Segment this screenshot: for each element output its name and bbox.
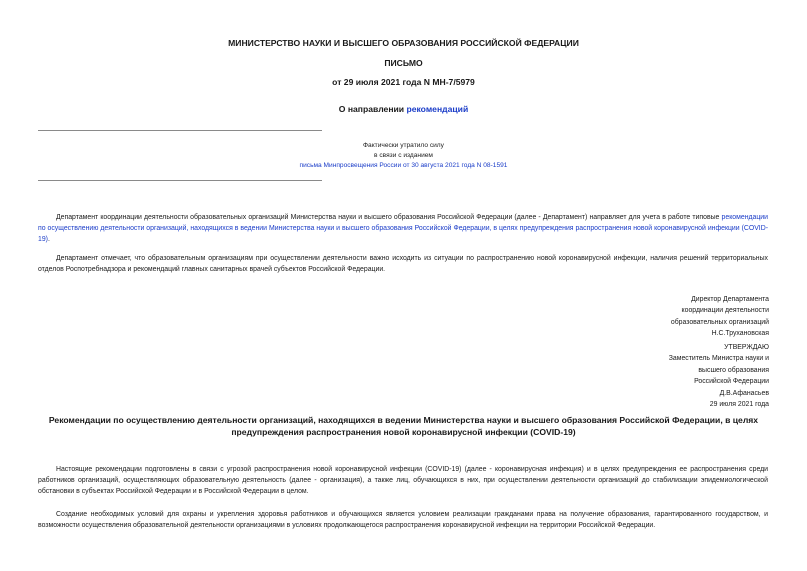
paragraph-1-end: . xyxy=(47,236,50,243)
status-note-line1: Фактически утратило силу xyxy=(363,142,444,149)
subject-prefix: О направлении xyxy=(338,104,407,114)
document-type: ПИСЬМО xyxy=(384,58,423,68)
approval-name: Д.В.Афанасьев xyxy=(719,389,769,397)
paragraph-2 xyxy=(38,253,768,275)
approval-line1: УТВЕРЖДАЮ xyxy=(724,344,769,351)
recommendations-paragraph-1 xyxy=(38,464,768,497)
signature-line3: образовательных организаций xyxy=(670,318,769,326)
approval-date: 29 июля 2021 года xyxy=(709,401,769,409)
document-date-number: от 29 июля 2021 года N МН-7/5979 xyxy=(332,77,475,87)
recommendations-paragraph-2 xyxy=(38,509,768,531)
approval-block xyxy=(669,342,769,410)
paragraph-1 xyxy=(38,212,768,245)
signature-line2: координации деятельности xyxy=(681,307,769,315)
recommendations-link[interactable]: рекомендации по осуществлению деятельности организаций, находящихся в ведении Министерства науки и высшего образования Российской Федерации, в целях предупреждения распространения новой коронавирусной инфекции (COVID-19) xyxy=(38,214,768,243)
status-note-line2: в связи с изданием xyxy=(374,152,433,159)
divider-bottom xyxy=(38,180,322,181)
signature-block xyxy=(671,294,769,340)
approval-line2: Заместитель Министра науки и xyxy=(668,355,769,363)
paragraph-1-text: Департамент координации деятельности образовательных организаций Министерства науки и высшего образования Российской Федерации (далее - Департамент) направляет для учета в работе типовые xyxy=(56,214,722,221)
approval-line3: высшего образования xyxy=(698,366,769,374)
recommendations-paragraph-1-text: Настоящие рекомендации подготовлены в связи с угрозой распространения новой коронавирусной инфекции (COVID-19) (далее - коронавирусная инфекция) и в целях предупреждения ее распространения среди работников организаций, осуществляющих образовательную деятельность (далее - организация), а также лиц, обучающихся в них, при осуществлении деятельности организаций до стабилизации эпидемиологической обстановки в субъектах Российской Федерации и в Российской Федерации в целом. xyxy=(38,466,768,495)
status-note xyxy=(0,141,807,171)
divider-top xyxy=(38,130,322,131)
subject-recommendations-link[interactable]: рекомендаций xyxy=(406,104,469,114)
signature-line1: Директор Департамента xyxy=(691,296,769,303)
approval-line4: Российской Федерации xyxy=(694,378,769,386)
ministry-heading: МИНИСТЕРСТВО НАУКИ И ВЫСШЕГО ОБРАЗОВАНИЯ РОССИЙСКОЙ ФЕДЕРАЦИИ xyxy=(228,38,579,48)
document-subject xyxy=(0,104,807,114)
status-note-link[interactable]: письма Минпросвещения России от 30 августа 2021 года N 08-1591 xyxy=(299,162,508,169)
recommendations-title: Рекомендации по осуществлению деятельности организаций, находящихся в ведении Министерства науки и высшего образования Российской Федерации, в целях предупреждения распространения новой коронавирусной инфекции (COVID-19) xyxy=(48,415,759,437)
paragraph-2-text: Департамент отмечает, что образовательным организациям при осуществлении деятельности важно исходить из ситуации по распространению новой коронавирусной инфекции, наличия решений территориальных отделов Роспотребнадзора и рекомендаций главных санитарных врачей субъектов Российской Федерации. xyxy=(38,255,768,273)
recommendations-paragraph-2-text: Создание необходимых условий для охраны и укрепления здоровья работников и обучающихся является условием реализации гражданами права на получение образования, гарантированного государством, и возможности осуществления образовательной деятельности организациями в условиях продолжающегося распространения коронавирусной инфекции на территории Российской Федерации. xyxy=(38,511,768,529)
signature-name: Н.С.Трухановская xyxy=(711,330,769,338)
